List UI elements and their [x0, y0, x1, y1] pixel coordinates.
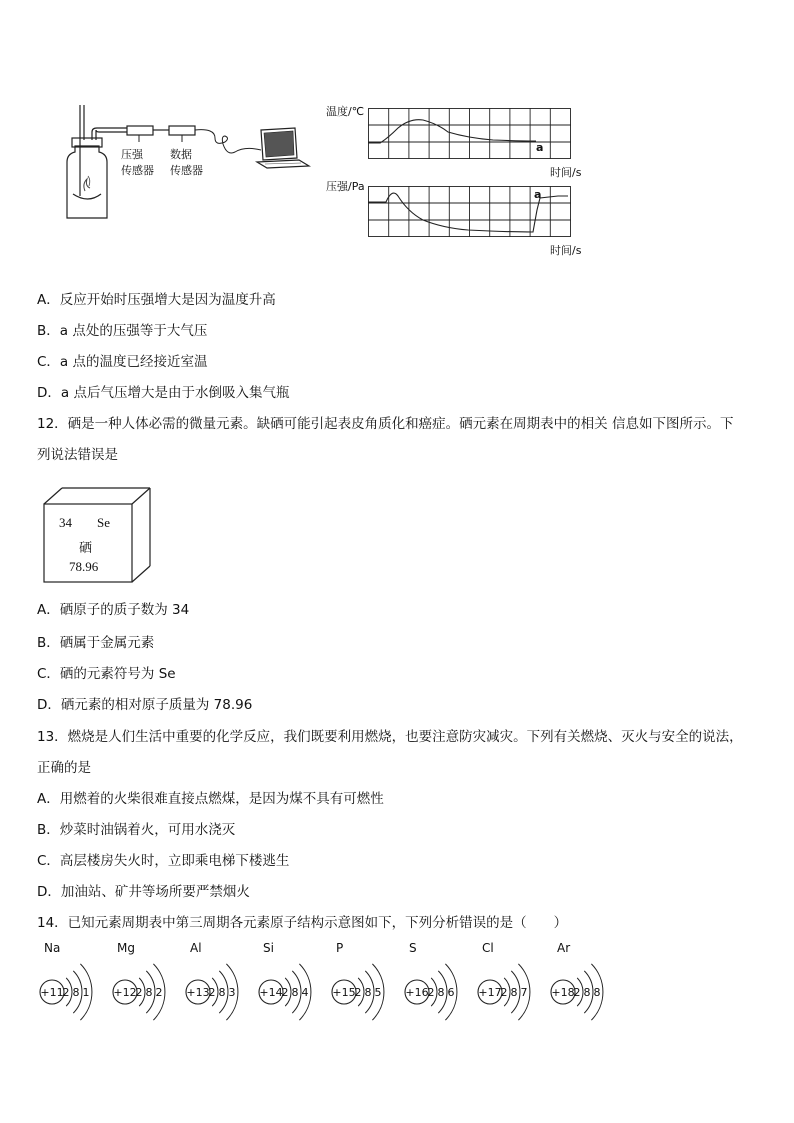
- pressure-sensor-label-line1: 压强: [121, 148, 143, 161]
- q13-stem-line1: 13．燃烧是人们生活中重要的化学反应，我们既要利用燃烧，也要注意防灾减灾。下列有关燃烧、灭火与安全的说法，: [37, 729, 743, 745]
- element-symbol: Se: [97, 515, 110, 530]
- shell-electron-count: 8: [218, 986, 226, 999]
- shell-electron-count: 2: [427, 986, 435, 999]
- nucleus-charge: +11: [40, 986, 64, 999]
- nucleus-charge: +15: [332, 986, 356, 999]
- pressure-sensor-label-line2: 传感器: [121, 164, 154, 177]
- atom-mg: [113, 941, 165, 1020]
- atom-symbol: Si: [263, 941, 274, 955]
- shell-electron-count: 7: [520, 986, 528, 999]
- q13-stem-line2: 正确的是: [37, 760, 91, 776]
- data-sensor-label-line2: 传感器: [170, 164, 203, 177]
- element-atomic-mass: 78.96: [69, 559, 99, 574]
- q11-option-c: C．a 点的温度已经接近室温: [37, 354, 208, 370]
- element-name: 硒: [79, 541, 93, 556]
- shell-electron-count: 2: [354, 986, 362, 999]
- atom-ar: [551, 941, 603, 1020]
- shell-electron-count: 4: [301, 986, 309, 999]
- nucleus-charge: +13: [186, 986, 210, 999]
- q12-option-c: C．硒的元素符号为 Se: [37, 666, 176, 682]
- atom-symbol: P: [336, 941, 344, 955]
- atom-na: [40, 941, 92, 1020]
- shell-electron-count: 1: [82, 986, 90, 999]
- pressure-point-a: a: [534, 188, 542, 201]
- atom-s: [405, 941, 457, 1020]
- q12-option-d: D．硒元素的相对原子质量为 78.96: [37, 697, 253, 713]
- shell-electron-count: 2: [155, 986, 163, 999]
- q14-stem: 14．已知元素周期表中第三周期各元素原子结构示意图如下，下列分析错误的是（ ）: [37, 915, 568, 931]
- atomic-structure-diagrams: [30, 936, 630, 1036]
- atom-symbol: Cl: [482, 941, 494, 955]
- shell-electron-count: 3: [228, 986, 236, 999]
- atom-symbol: Na: [44, 941, 61, 955]
- atom-symbol: Ar: [557, 941, 571, 955]
- shell-electron-count: 2: [135, 986, 143, 999]
- element-atomic-number: 34: [59, 515, 72, 530]
- q12-stem-line1: 12．硒是一种人体必需的微量元素。缺硒可能引起表皮角质化和癌症。硒元素在周期表中的相关 信息如下图所示。下: [37, 416, 734, 432]
- q11-option-d: D．a 点后气压增大是由于水倒吸入集气瓶: [37, 385, 290, 401]
- shell-electron-count: 2: [281, 986, 289, 999]
- atom-symbol: Mg: [117, 941, 135, 955]
- shell-electron-count: 8: [291, 986, 299, 999]
- q13-option-c: C．高层楼房失火时，立即乘电梯下楼逃生: [37, 853, 290, 869]
- shell-electron-count: 2: [62, 986, 70, 999]
- atom-si: [259, 941, 311, 1020]
- q11-option-a: A．反应开始时压强增大是因为温度升高: [37, 292, 276, 308]
- shell-electron-count: 8: [510, 986, 518, 999]
- shell-electron-count: 8: [145, 986, 153, 999]
- temperature-point-a: a: [536, 141, 544, 154]
- shell-electron-count: 5: [374, 986, 382, 999]
- q13-option-d: D．加油站、矿井等场所要严禁烟火: [37, 884, 250, 900]
- nucleus-charge: +17: [478, 986, 502, 999]
- q12-option-b: B．硒属于金属元素: [37, 635, 155, 651]
- nucleus-charge: +14: [259, 986, 283, 999]
- data-sensor-label-line1: 数据: [170, 148, 192, 161]
- shell-electron-count: 8: [437, 986, 445, 999]
- atom-cl: [478, 941, 530, 1020]
- shell-electron-count: 6: [447, 986, 455, 999]
- temperature-axis-label: 温度/℃: [326, 105, 365, 118]
- shell-electron-count: 2: [500, 986, 508, 999]
- pressure-time-label: 时间/s: [550, 244, 582, 257]
- q13-option-b: B．炒菜时油锅着火，可用水浇灭: [37, 822, 236, 838]
- atom-symbol: S: [409, 941, 417, 955]
- q11-option-b: B．a 点处的压强等于大气压: [37, 323, 208, 339]
- pressure-axis-label: 压强/Pa: [326, 180, 365, 193]
- shell-electron-count: 8: [583, 986, 591, 999]
- q12-option-a: A．硒原子的质子数为 34: [37, 602, 190, 618]
- shell-electron-count: 8: [593, 986, 601, 999]
- nucleus-charge: +16: [405, 986, 429, 999]
- atom-al: [186, 941, 238, 1020]
- nucleus-charge: +18: [551, 986, 575, 999]
- shell-electron-count: 8: [364, 986, 372, 999]
- shell-electron-count: 2: [208, 986, 216, 999]
- atom-p: [332, 941, 384, 1020]
- shell-electron-count: 2: [573, 986, 581, 999]
- temperature-time-label: 时间/s: [550, 166, 582, 179]
- q13-option-a: A．用燃着的火柴很难直接点燃煤，是因为煤不具有可燃性: [37, 791, 384, 807]
- shell-electron-count: 8: [72, 986, 80, 999]
- q12-stem-line2: 列说法错误是: [37, 447, 118, 463]
- nucleus-charge: +12: [113, 986, 137, 999]
- atom-symbol: Al: [190, 941, 202, 955]
